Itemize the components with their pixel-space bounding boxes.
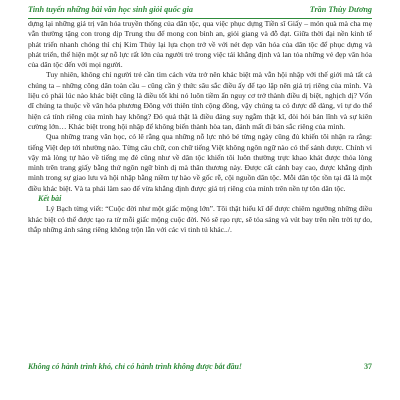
section-title: Kết bài [38, 194, 62, 204]
running-footer [28, 362, 372, 371]
page-content [28, 19, 372, 235]
book-title: Tinh tuyển những bài văn học sinh giỏi quốc gia [28, 5, 193, 14]
paragraph: dựng lại những giá trị văn hóa truyền thống của dân tộc, qua việc phục dựng Tiền sĩ Giấy – món quà mà cha mẹ vẫn thường tặng con trong dịp Trung thu để mong con bình an, giỏi giang và đỗ đạt. Giữa thời đại nền kinh tế phát triển nhanh chóng thì chị Kim Thủy lại lựa chọn trở về với nét đẹp văn hóa của dân tộc để phục dựng và phát triển, thể hiện một sự nỗ lực rất lớn của người trẻ trong việc tái khẳng định và lan tỏa những vẻ đẹp văn hóa của dân tộc đến với mọi người. [28, 19, 372, 70]
paragraph: Lý Bạch từng viết: “Cuộc đời như một giấc mộng lớn”. Tôi thật hiểu kĩ để được chiêm ngưỡng những điều khác biệt có thể được tạo ra từ mỗi giấc mộng cuộc đời. Nó sẽ rạo rực, sẽ tỏa sáng và vút bay trên nền trời tự do, thắp những ánh sáng riêng không trộn lẫn với các vì tinh tú khác../. [28, 204, 372, 234]
paragraph: Qua những trang văn học, có lẽ rằng qua những nỗ lực nhỏ bé từng ngày cũng đủ khiến tôi nhận ra rằng: tiếng Việt đẹp tới nhường nào. Từng câu chữ, con chữ tiếng Việt không ngôn ngữ nào có thể sánh được. Chính vì vậy mà lòng tự hào về tiếng mẹ đẻ cũng như về dân tộc khiến tôi luôn thường trực khao khát được thỏa lòng mình trên trang giấy bằng thứ ngôn ngữ bình dị mà thân thương này. Được cất cánh bay cao, được khẳng định mình trong sự giao lưu và hội nhập bằng niềm tự hào về gốc rễ, cội nguồn dân tộc. Mỗi dân tộc tồn tại đã là một điều khác biệt. Và ta phải làm sao để vừa khẳng định được giá trị riêng của mình trên nền tự tôn dân tộc. [28, 132, 372, 193]
paragraph: Tuy nhiên, không chỉ người trẻ cần tìm cách vừa trở nên khác biệt mà vẫn hội nhập với thế giới mà tất cả chúng ta – những công dân toàn cầu – cũng cần ý thức sâu sắc điều ấy để tạo lập nên giá trị riêng của mình. Và liệu có phải lúc nào khác biệt cũng là điều tốt khi nó luôn tiềm ẩn nguy cơ trở thành điều dị biệt, nghịch dị? Vốn dĩ chúng ta thuộc về văn hóa phương Đông với thiên tính cộng đồng, vậy chúng ta có được dễ dàng, vì tự do thể hiện cá tính riêng của mình hay không? Đó quả thật là điều đáng suy ngẫm thật kĩ, đòi hỏi bản lĩnh và sự kiên cường lớn… Khác biệt trong hội nhập để không biến thành hòa tan, đánh mất đi bản sắc riêng của mình. [28, 70, 372, 131]
author-name: Trần Thùy Dương [309, 5, 372, 14]
footer-motto: Không có hành trình khó, chỉ có hành trình không được bắt đầu! [28, 362, 242, 371]
page-number: 37 [364, 362, 372, 371]
running-header [28, 5, 372, 17]
